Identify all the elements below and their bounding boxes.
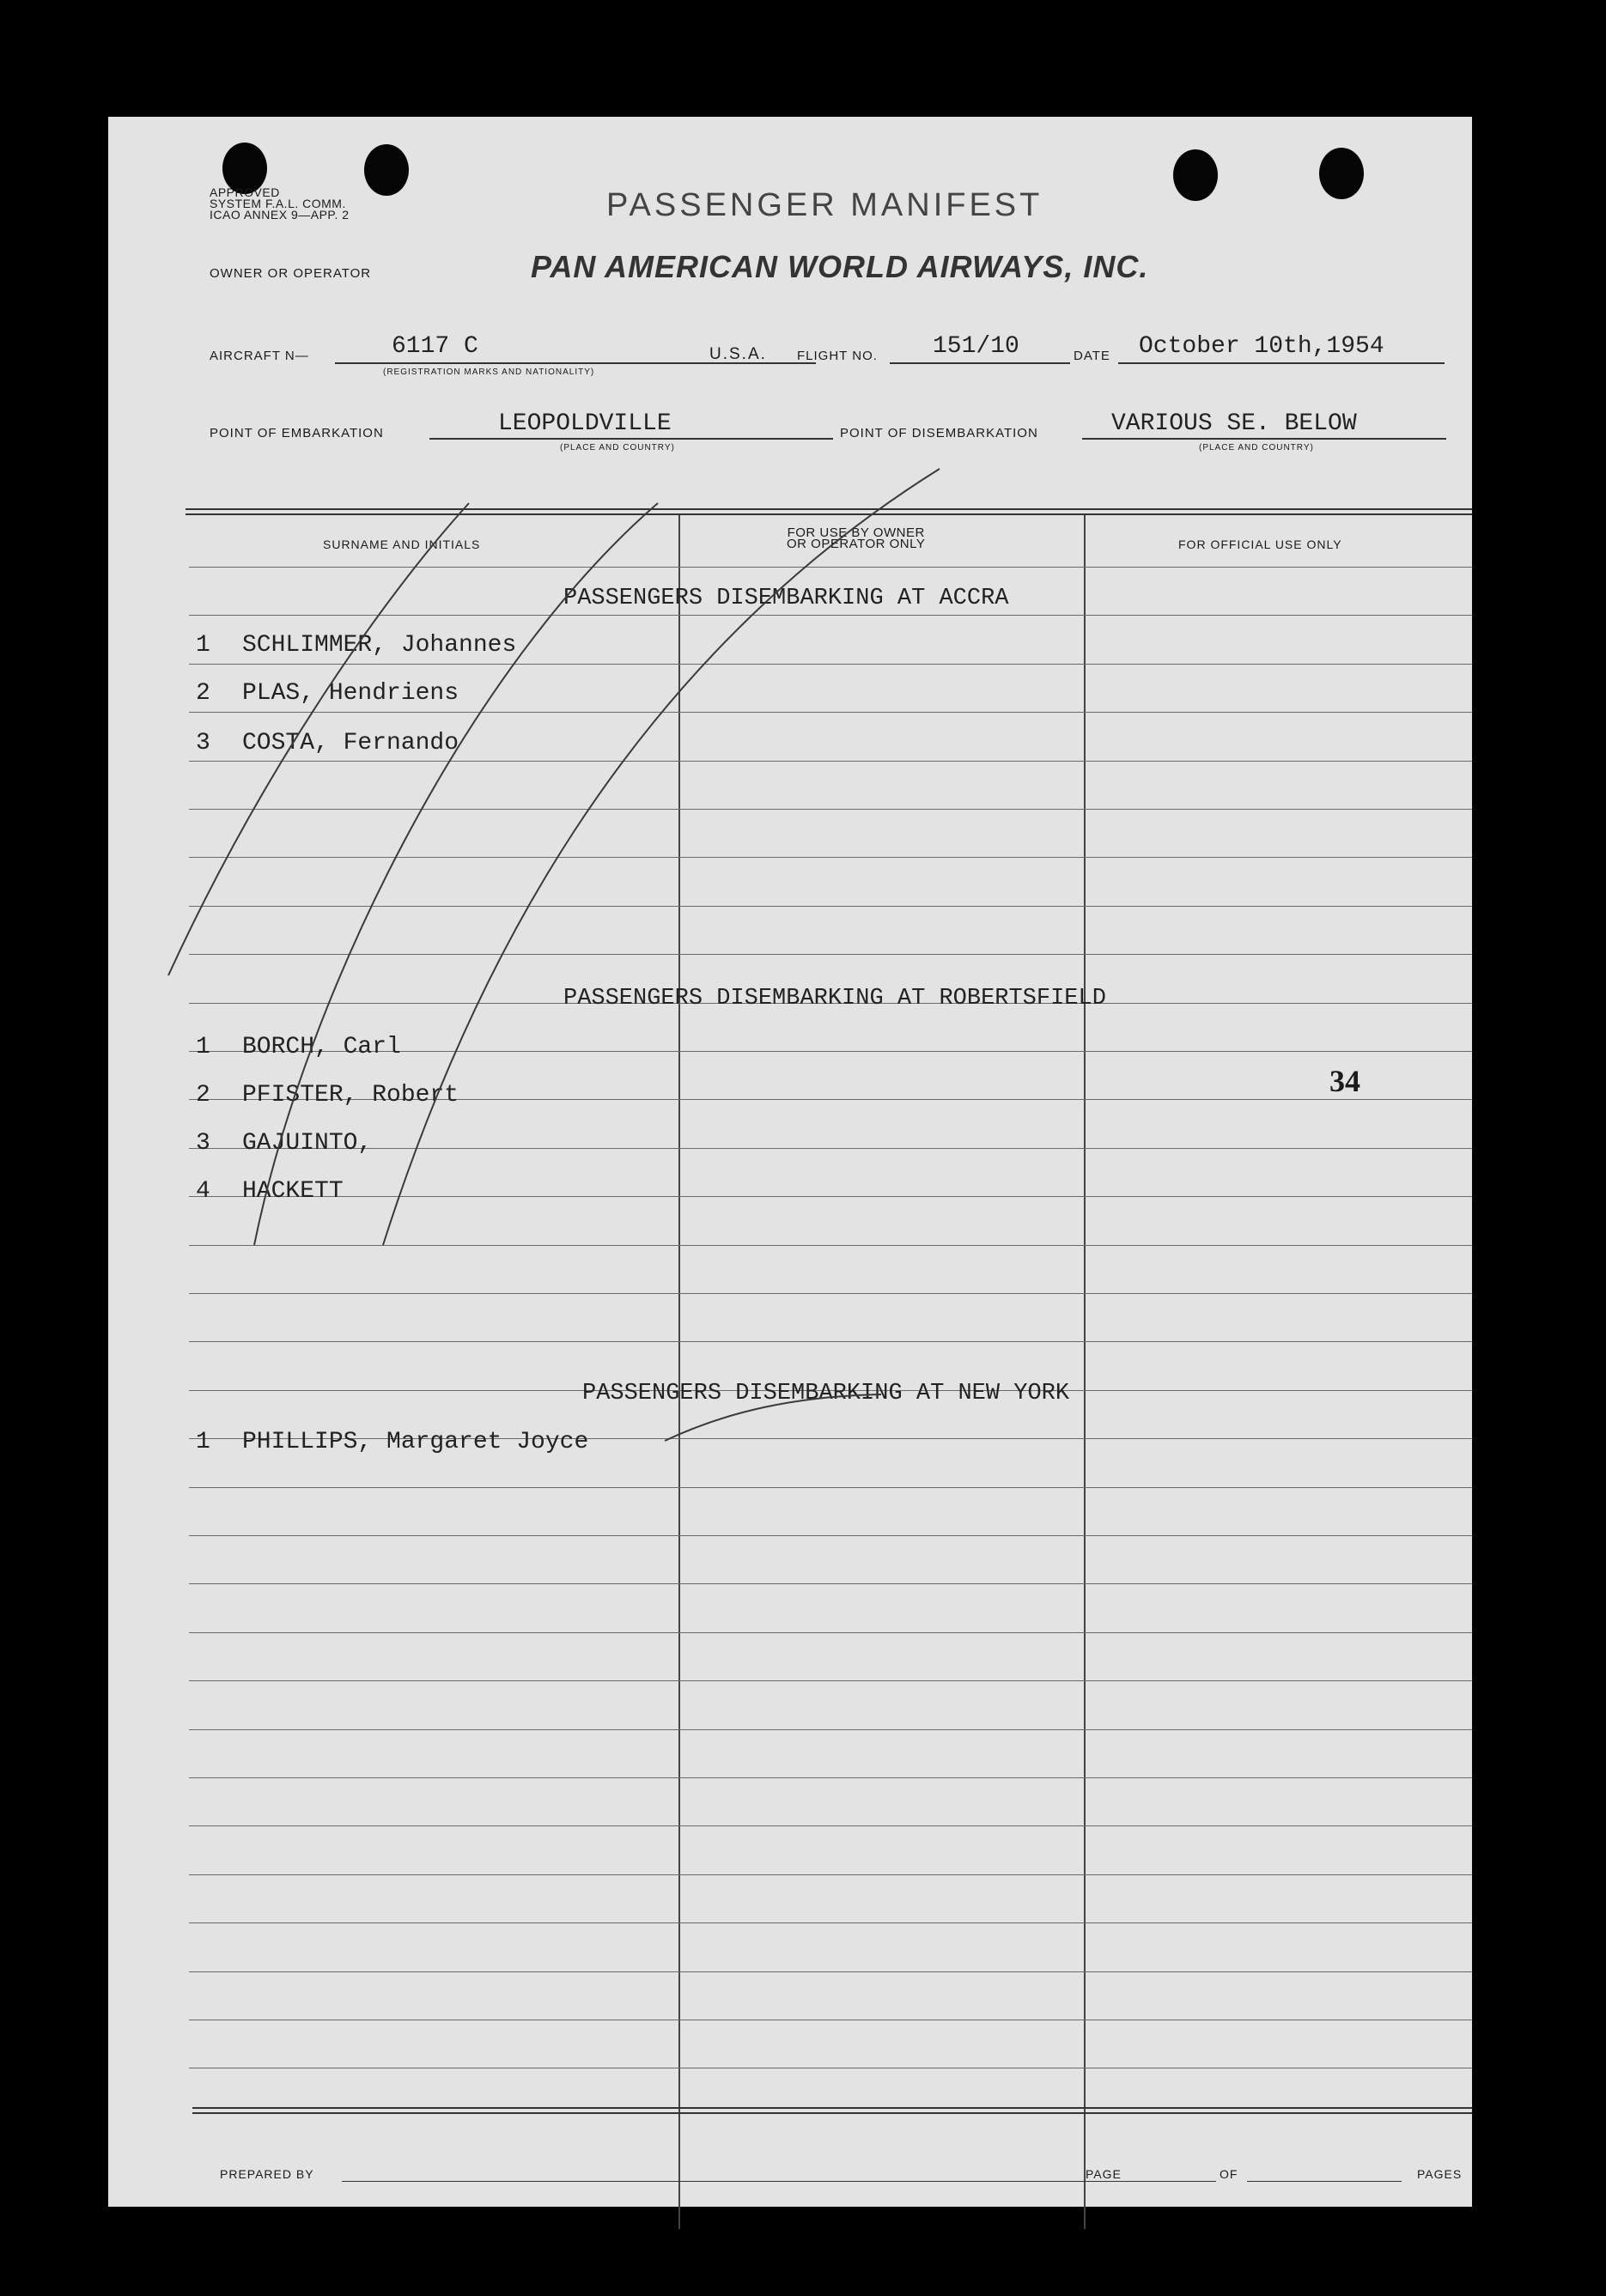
owner-value: PAN AMERICAN WORLD AIRWAYS, INC.	[531, 249, 1149, 284]
section-heading-accra: PASSENGERS DISEMBARKING AT ACCRA	[563, 586, 1009, 611]
page-number: 34	[1329, 1064, 1360, 1098]
passenger-row: 3 COSTA, Fernando	[196, 730, 459, 756]
column-header-owner-use: FOR USE BY OWNER OR OPERATOR ONLY	[787, 525, 926, 551]
date-label: DATE	[1074, 349, 1110, 363]
pencil-stroke	[383, 469, 940, 1245]
disembarkation-label: POINT OF DISEMBARKATION	[840, 426, 1038, 440]
pencil-strokes	[108, 117, 1472, 2207]
flight-value: 151/10	[933, 333, 1019, 360]
passenger-row: 1 PHILLIPS, Margaret Joyce	[196, 1429, 589, 1455]
pencil-stroke	[254, 503, 658, 1245]
country: U.S.A.	[709, 345, 767, 363]
page-underline	[1139, 2181, 1216, 2182]
passenger-row: 1 BORCH, Carl	[196, 1034, 401, 1060]
disembarkation-note: (PLACE AND COUNTRY)	[1199, 443, 1314, 453]
page-label: PAGE	[1086, 2167, 1122, 2181]
section-heading-robertsfield: PASSENGERS DISEMBARKING AT ROBERTSFIELD	[563, 986, 1106, 1011]
embarkation-value: LEOPOLDVILLE	[498, 410, 672, 437]
manifest-sheet	[108, 117, 1472, 2207]
passenger-row: 4 HACKETT	[196, 1178, 344, 1205]
registration-note: (REGISTRATION MARKS AND NATIONALITY)	[383, 367, 595, 377]
flight-label: FLIGHT NO.	[797, 349, 878, 363]
page-title: PASSENGER MANIFEST	[606, 187, 1043, 223]
embarkation-label: POINT OF EMBARKATION	[210, 426, 384, 440]
embarkation-note: (PLACE AND COUNTRY)	[560, 443, 675, 453]
prepared-by-underline	[342, 2181, 1201, 2182]
column-header-surname: SURNAME AND INITIALS	[323, 538, 481, 551]
aircraft-label: AIRCRAFT N—	[210, 349, 309, 363]
pencil-stroke	[168, 503, 469, 975]
passenger-row: 3 GAJUINTO,	[196, 1130, 373, 1157]
pages-label: PAGES	[1417, 2167, 1463, 2181]
passenger-row: 1 SCHLIMMER, Johannes	[196, 632, 517, 659]
passenger-row: 2 PFISTER, Robert	[196, 1082, 459, 1109]
passenger-row: 2 PLAS, Hendriens	[196, 680, 459, 707]
column-header-official-use: FOR OFFICIAL USE ONLY	[1178, 538, 1342, 551]
approval-note: APPROVED SYSTEM F.A.L. COMM. ICAO ANNEX 9—APP. 2	[210, 185, 350, 222]
owner-label: OWNER OR OPERATOR	[210, 266, 372, 281]
table-bottom-rule	[192, 2112, 1472, 2114]
date-value: October 10th,1954	[1139, 333, 1384, 360]
prepared-by-label: PREPARED BY	[220, 2167, 314, 2181]
table-bottom-rule	[192, 2107, 1472, 2109]
pencil-stroke	[665, 1394, 881, 1441]
disembarkation-value: VARIOUS SE. BELOW	[1111, 410, 1357, 437]
section-heading-new-york: PASSENGERS DISEMBARKING AT NEW YORK	[582, 1381, 1070, 1406]
of-underline	[1247, 2181, 1402, 2182]
aircraft-value: 6117 C	[392, 333, 478, 360]
of-label: OF	[1220, 2167, 1238, 2181]
